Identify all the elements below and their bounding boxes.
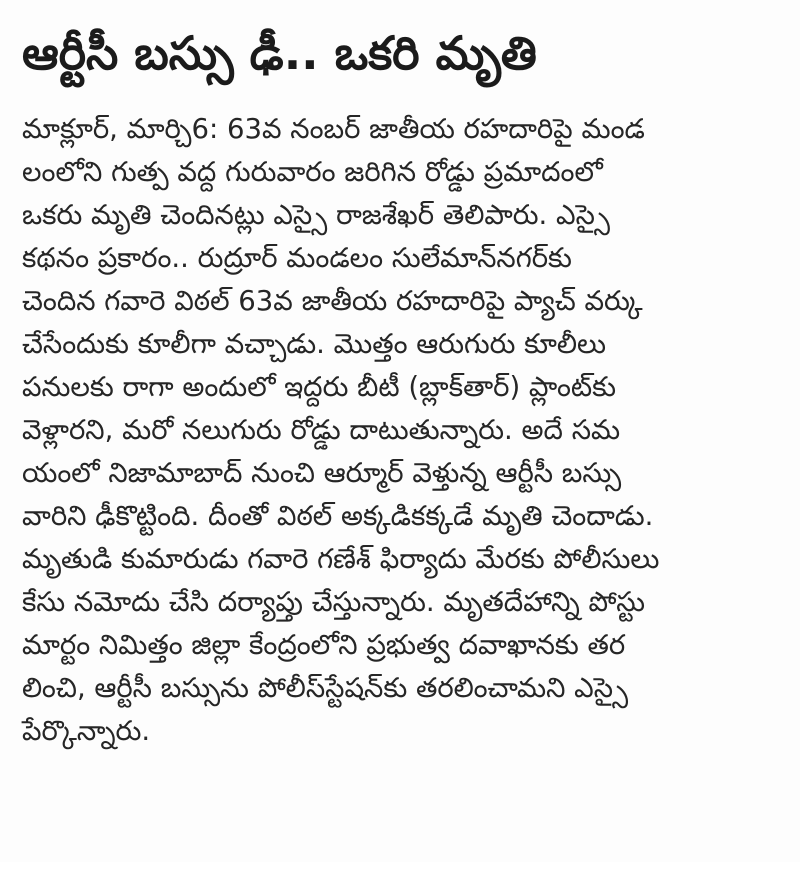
article-headline: ఆర్టీసీ బస్సు ఢీ.. ఒకరి మృతి <box>22 26 537 80</box>
article-line: మృతుడి కుమారుడు గవారె గణేశ్ ఫిర్యాదు మేరకు పోలీసులు <box>22 543 660 575</box>
article-line: యంలో నిజామాబాద్ నుంచి ఆర్మూర్ వెళ్తున్న ఆర్టీసీ బస్సు <box>22 457 622 489</box>
article-line: చేసేందుకు కూలీగా వచ్చాడు. మొత్తం ఆరుగురు కూలీలు <box>22 328 607 360</box>
article-line: మాక్లూర్, మార్చి6: 63వ నంబర్ జాతీయ రహదారిపై మండ <box>22 113 645 145</box>
article-line: పేర్కొన్నారు. <box>22 715 151 747</box>
article-line: లించి, ఆర్టీసీ బస్సును పోలీస్‌స్టేషన్‌కు తరలించామని ఎస్సై <box>22 672 629 704</box>
article-line: వెళ్లారని, మరో నలుగురు రోడ్డు దాటుతున్నారు. అదే సమ <box>22 414 621 446</box>
article-line: పనులకు రాగా అందులో ఇద్దరు బీటీ (బ్లాక్‌తార్) ప్లాంట్‌కు <box>22 371 617 403</box>
article-line: చెందిన గవారె విఠల్ 63వ జాతీయ రహదారిపై ప్యాచ్ వర్కు <box>22 285 643 317</box>
article-line: మార్టం నిమిత్తం జిల్లా కేంద్రంలోని ప్రభుత్వ దవాఖానకు తర <box>22 629 626 661</box>
article-body <box>22 108 792 753</box>
article-line: కథనం ప్రకారం.. రుద్రూర్ మండలం సులేమాన్‌నగర్‌కు <box>22 242 572 274</box>
article-line: లంలోని గుత్ప వద్ద గురువారం జరిగిన రోడ్డు ప్రమాదంలో <box>22 156 603 188</box>
article-line: వారిని ఢీకొట్టింది. దీంతో విఠల్ అక్కడికక్కడే మృతి చెందాడు. <box>22 500 654 532</box>
article-line: ఒకరు మృతి చెందినట్లు ఎస్సై రాజశేఖర్ తెలిపారు. ఎస్సై <box>22 199 610 231</box>
article-line: కేసు నమోదు చేసి దర్యాప్తు చేస్తున్నారు. మృతదేహాన్ని పోస్టు <box>22 586 646 618</box>
clipping-bottom-edge <box>0 862 800 872</box>
